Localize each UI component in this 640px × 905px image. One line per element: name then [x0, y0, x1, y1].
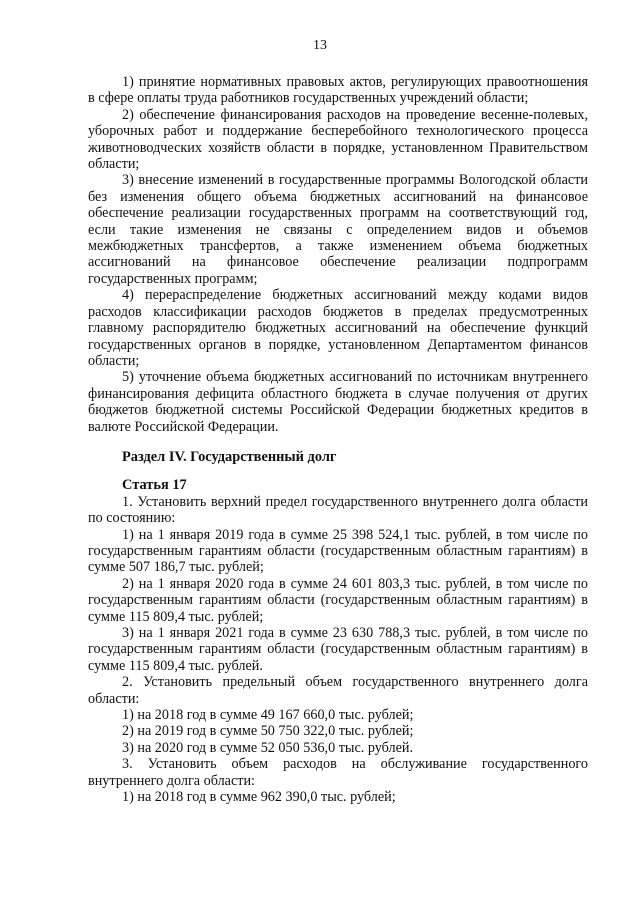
section-heading: Раздел IV. Государственный долг — [122, 448, 337, 465]
list-item: 2) обеспечение финансирования расходов на проведение весенне-полевых, уборочных работ и поддержание бесперебойного технологического процесса животноводческих хозяйств области в порядке, установленном Правительством области; — [88, 106, 588, 173]
article-paragraph: 2. Установить предельный объем государственного внутреннего долга области: — [88, 674, 588, 707]
list-item: 5) уточнение объема бюджетных ассигнований по источникам внутреннего финансирования дефицита областного бюджета в случае получения от других бюджетов бюджетной системы Российской Федерации бюджетных кредитов в валюте Российской Федерации. — [88, 369, 588, 435]
article-paragraph: 1) на 2018 год в сумме 962 390,0 тыс. рублей; — [122, 789, 396, 806]
list-item: 4) перераспределение бюджетных ассигнований между кодами видов расходов классификации расходов бюджетов в пределах предусмотренных главному распорядителю бюджетных ассигнований на обеспечение функций государственных органов в порядке, установленном Департаментом финансов области; — [88, 287, 588, 369]
article-paragraph: 3. Установить объем расходов на обслуживание государственного внутреннего долга области: — [88, 756, 588, 789]
list-item: 3) внесение изменений в государственные программы Вологодской области без изменения общего объема бюджетных ассигнований на финансовое обеспечение реализации государственных программ на соответствующий год, если такие изменения не связаны с определением видов и объемов межбюджетных трансфертов, а также изменением объема бюджетных ассигнований на финансовое обеспечение реализации подпрограмм государственных программ; — [88, 172, 588, 287]
article-paragraph: 3) на 1 января 2021 года в сумме 23 630 788,3 тыс. рублей, в том числе по государственным гарантиям области (государственным областным гарантиям) в сумме 115 809,4 тыс. рублей. — [88, 625, 588, 674]
article-paragraph: 3) на 2020 год в сумме 52 050 536,0 тыс. рублей. — [122, 739, 414, 756]
article-paragraph: 2) на 2019 год в сумме 50 750 322,0 тыс. рублей; — [122, 723, 414, 740]
article-paragraph: 1. Установить верхний предел государственного внутреннего долга области по состоянию: — [88, 493, 588, 527]
article-paragraph: 2) на 1 января 2020 года в сумме 24 601 803,3 тыс. рублей, в том числе по государственным гарантиям области (государственным областным гарантиям) в сумме 115 809,4 тыс. рублей; — [88, 575, 588, 625]
list-item: 1) принятие нормативных правовых актов, регулирующих правоотношения в сфере оплаты труда работников государственных учреждений области; — [88, 74, 588, 107]
page-number: 13 — [313, 38, 327, 53]
article-paragraph: 1) на 1 января 2019 года в сумме 25 398 524,1 тыс. рублей, в том числе по государственным гарантиям области (государственным областным гарантиям) в сумме 507 186,7 тыс. рублей; — [88, 526, 588, 576]
article-title: Статья 17 — [122, 477, 187, 494]
document-body — [88, 74, 588, 805]
article-paragraph: 1) на 2018 год в сумме 49 167 660,0 тыс. рублей; — [122, 707, 414, 724]
